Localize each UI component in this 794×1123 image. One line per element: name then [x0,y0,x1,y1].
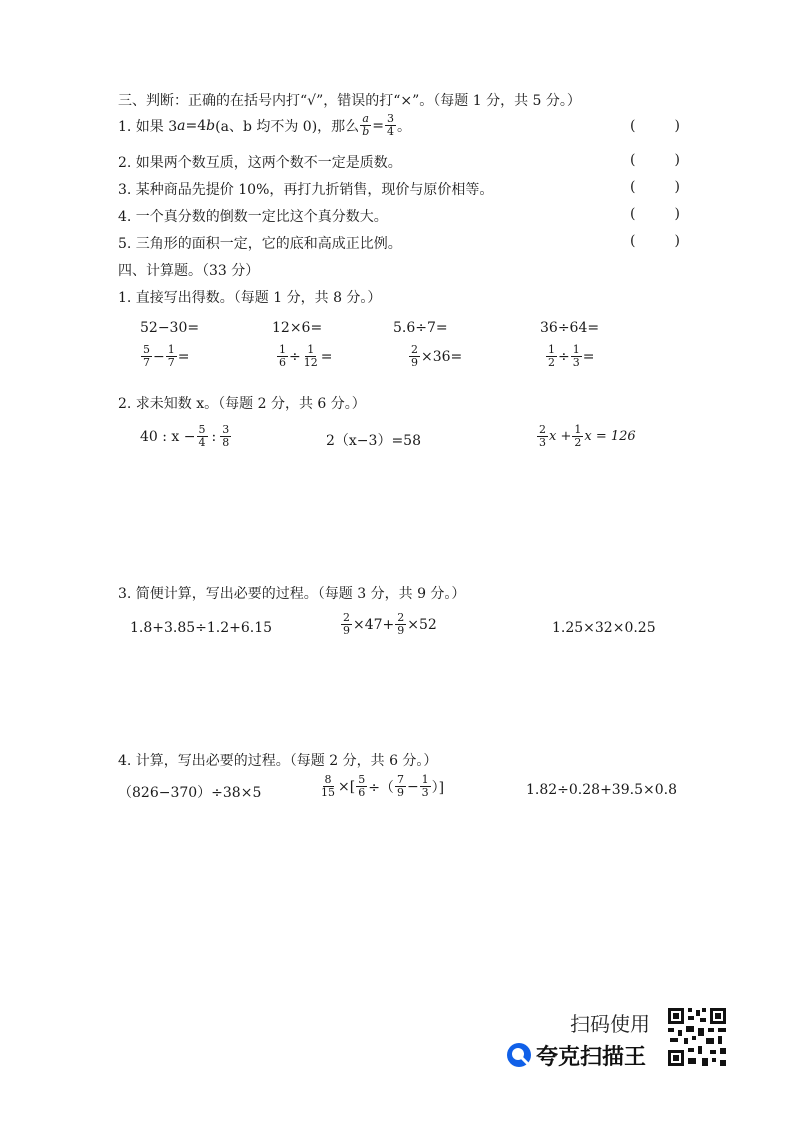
judge-item-3: 3. 某种商品先提价 10%，再打九折销售，现价与原价相等。 [118,182,494,198]
brand-logo-icon [506,1042,532,1068]
q1-expr-4: 36÷64= [540,320,600,336]
answer-bracket-5[interactable]: ( ) [630,233,680,249]
scan-label: 扫码使用 [570,1012,650,1036]
fraction: $\frac{a}{b}$ [362,112,370,139]
section4-title: 四、计算题。（33 分） [118,263,260,279]
q1-title: 1. 直接写出得数。（每题 1 分，共 8 分。） [118,290,382,306]
q1-expr-7: $\frac{2}{9}$ ×36= [411,343,463,370]
q1-expr-6: $\frac{1}{6}$ ÷ $\frac{1}{12}$ = [279,343,333,370]
q2-title: 2. 求未知数 x。（每题 2 分，共 6 分。） [118,396,366,412]
judge-item-1: 1. 如果 3 a =4 b (a、b 均不为 0)，那么 $\frac{a}{b}$ = $\frac{3}{4}$ 。 [118,112,411,139]
q1-expr-3: 5.6÷7= [393,320,448,336]
answer-bracket-2[interactable]: ( ) [630,152,680,168]
q4-expr-3: 1.82÷0.28+39.5×0.8 [526,782,677,798]
q2-expr-1: 40 : x − $\frac{5}{4}$ : $\frac{3}{8}$ [140,423,230,450]
q1-expr-2: 12×6= [272,320,323,336]
q2-expr-2: 2（x−3）=58 [326,433,421,449]
q3-expr-2: $\frac{2}{9}$ ×47+ $\frac{2}{9}$ ×52 [343,611,437,638]
answer-bracket-3[interactable]: ( ) [630,179,680,195]
qr-code-icon[interactable] [666,1006,728,1068]
answer-bracket-4[interactable]: ( ) [630,206,680,222]
fraction: $\frac{3}{4}$ [386,112,394,139]
judge-item-4: 4. 一个真分数的倒数一定比这个真分数大。 [118,209,388,225]
q1-expr-5: $\frac{5}{7}$ − $\frac{1}{7}$ = [143,343,190,370]
q3-title: 3. 简便计算，写出必要的过程。（每题 3 分，共 9 分。） [118,586,466,602]
brand-name: 夸克扫描王 [536,1045,647,1070]
judge-item-2: 2. 如果两个数互质，这两个数不一定是质数。 [118,155,402,171]
q4-title: 4. 计算，写出必要的过程。（每题 2 分，共 6 分。） [118,753,438,769]
answer-bracket-1[interactable]: ( ) [630,118,680,134]
section3-title: 三、判断：正确的在括号内打“√”，错误的打“×”。（每题 1 分，共 5 分。） [118,93,581,109]
q3-expr-1: 1.8+3.85÷1.2+6.15 [130,620,273,636]
q1-expr-8: $\frac{1}{2}$ ÷ $\frac{1}{3}$ = [548,343,595,370]
q1-expr-1: 52−30= [140,320,200,336]
judge-item-5: 5. 三角形的面积一定，它的底和高成正比例。 [118,236,402,252]
q4-expr-1: （826−370）÷38×5 [118,785,262,801]
q3-expr-3: 1.25×32×0.25 [552,620,656,636]
q2-expr-3: $\frac{2}{3}$ x + $\frac{1}{2}$ x = 126 [539,423,636,450]
q4-expr-2: $\frac{8}{15}$ ×[ $\frac{5}{6}$ ÷（ $\frac{7}{9}$ − $\frac{1}{3}$ ）] [321,773,445,800]
